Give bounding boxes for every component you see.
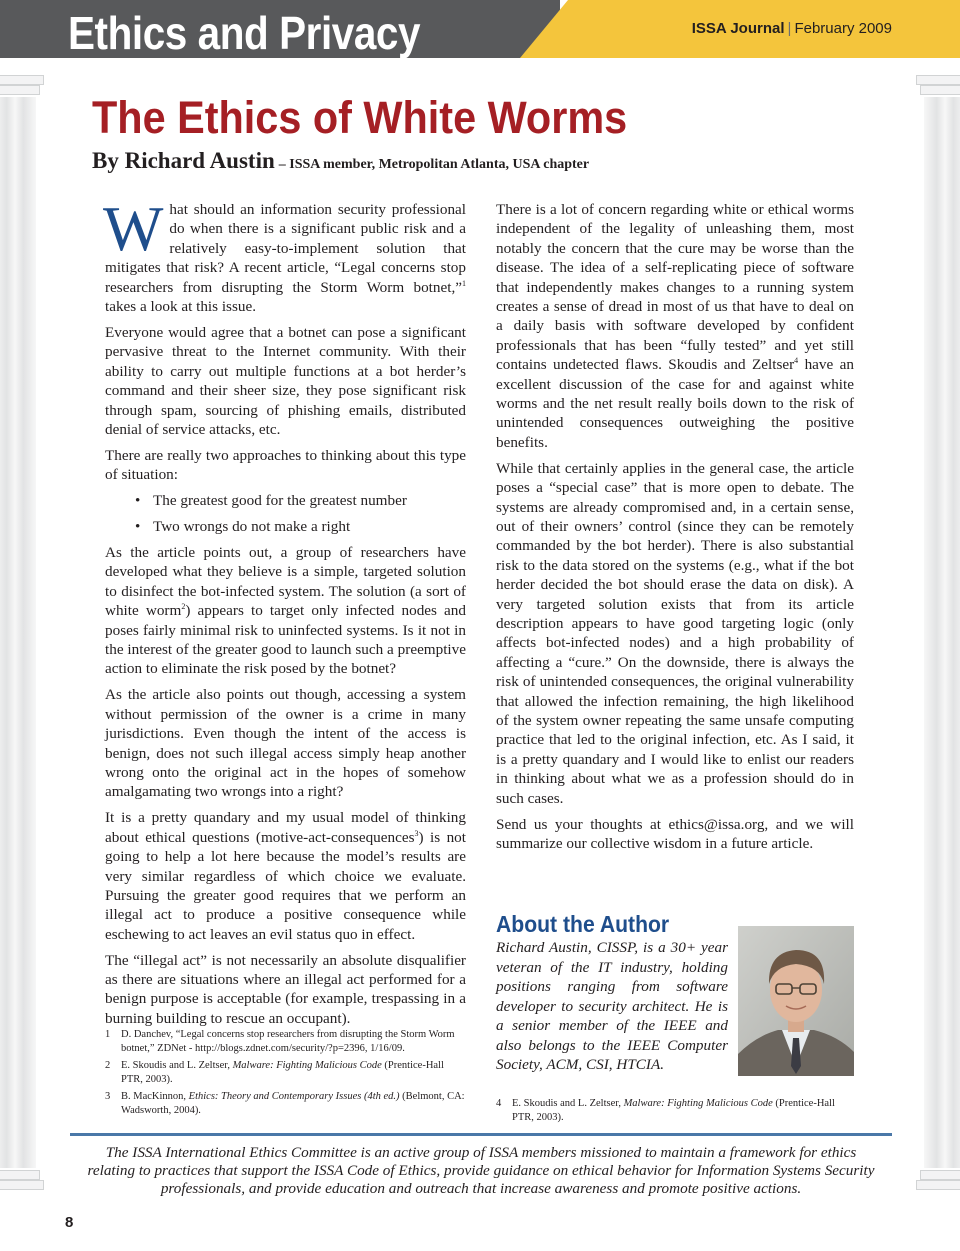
footnote-1: 1 D. Danchev, “Legal concerns stop researchers from disrupting the Storm Worm botnet,” ZDNet - http://blogs.zdnet.com/security/?p=2396, 1/16/09. <box>105 1029 455 1054</box>
paragraph-9: While that certainly applies in the general case, the article poses a “special case” that is more open to debate. The systems are already compromised and, in a certain sense, out of their owners’ control (since they can be remotely commanded by the bot herder). There is also substantial risk to the data stored on the systems (e.g., what if the bot herder decided the bot should erase the data on disk). A very targeted solution exists that from its article description appears to have good targeting logic (only affects bot-infected nodes) and a high probability of affecting a “cure.” On the downside, there is always the risk of unintended consequences, the original vulnerability that allowed the infection remaining, the high likelihood of the system owner repeating the same unsafe computing practice that led to the original infection, etc. As I said, it is a pretty quandary and I would like to enlist our readers in thinking about what we as a profession should do in such cases. <box>496 459 854 807</box>
author-name: By Richard Austin <box>92 148 275 173</box>
footer-rule <box>70 1133 892 1136</box>
paragraph-10: Send us your thoughts at ethics@issa.org, and we will summarize our collective wisdom in a future article. <box>496 815 854 852</box>
paragraph-5: As the article also points out though, accessing a system without permission of the owner is a crime in many jurisdictions. Even though the intent of the access is benign, does not such illegal access simply heap another wrong onto the original act in the hopes of somehow amalgamating two wrongs into a right? <box>105 686 466 801</box>
article-title: The Ethics of White Worms <box>92 92 628 143</box>
list-item: • The greatest good for the greatest number <box>153 491 466 510</box>
author-affiliation: – ISSA member, Metropolitan Atlanta, USA chapter <box>278 157 590 172</box>
page-number: 8 <box>65 1214 74 1231</box>
journal-name: ISSA Journal <box>691 20 785 37</box>
drop-cap: W <box>103 193 164 264</box>
footnote-3: 3 B. MacKinnon, Ethics: Theory and Contemporary Issues (4th ed.) (Belmont, CA: Wadsworth, 2004). <box>105 1091 465 1116</box>
journal-issue: February 2009 <box>794 20 892 37</box>
article-column-left <box>103 193 466 1035</box>
committee-note: The ISSA International Ethics Committee is an active group of ISSA members missioned to maintain a framework for ethics relating to practices that support the ISSA Code of Ethics, provide guidance on ethical behavior for Information Systems Security professionals, and provide education and outreach that increase awareness and promote positive actions. <box>87 1144 875 1197</box>
footnote-2: 2 E. Skoudis and L. Zeltser, Malware: Fighting Malicious Code (Prentice-Hall PTR, 2003). <box>105 1060 444 1085</box>
author-photo <box>738 926 854 1076</box>
paragraph-7: The “illegal act” is not necessarily an absolute disqualifier as there are situations where an illegal act performed for a benign purpose is acceptable (for example, trespassing in a burning building to rescue an occupant). <box>105 951 466 1027</box>
paragraph-4: As the article points out, a group of researchers have developed what they believe is a simple, targeted solution to disinfect the bot-infected system. The solution (a sort of white worm$^2$) appears to target only infected nodes and poses fairly minimal risk to uninfected systems. Is it not in the interest of the greater good to launch such a preemptive action to eliminate the risk posed by the botnet? <box>105 544 466 678</box>
footnote-ref-4: 4 <box>794 356 799 366</box>
byline <box>92 148 589 174</box>
paragraph-6: It is a pretty quandary and my usual model of thinking about ethical questions (motive-act-consequences$^3$) is not going to help a lot here because the model’s results are very similar regardless of which choice we evaluate. Pursuing the greater good requires that we perform an illegal act to produce a positive consequence while eschewing to act leaves an evil status quo in effect. <box>105 809 466 943</box>
journal-info <box>692 20 892 37</box>
paragraph-8: There is a lot of concern regarding white or ethical worms independent of the legality of unleashing them, most notably the concern that the cure may be worse than the disease. The idea of a self-replicating piece of software that independently makes changes to a running system creates a sense of dread in most of us that have to deal on a daily basis with software developed by confident professionals that has been “fully tested” and yet still contains undetected flaws. Skoudis and Zeltser$^4$ have an excellent discussion of the case for and against white worms and the net result really boils down to the risk of unintended consequences outweighing the positive benefits. <box>496 201 854 451</box>
section-title: Ethics and Privacy <box>68 7 421 59</box>
footnotes-left <box>105 1028 466 1121</box>
footnote-4: 4 E. Skoudis and L. Zeltser, Malware: Fighting Malicious Code (Prentice-Hall PTR, 2003). <box>496 1098 835 1123</box>
paragraph-1: What should an information security professional do when there is a significant public risk and a relatively easy-to-implement solution that mitigates that risk? A recent article, “Legal concerns stop researchers from disrupting the Storm Worm botnet,”$^1$ takes a look at this issue. <box>103 193 466 316</box>
about-author-text: Richard Austin, CISSP, is a 30+ year veteran of the IT industry, holding positions ranging from software developer to security architect. He is a senior member of the IEEE and also belongs to the IEEE Computer Society, ACM, CSI, HTCIA. <box>496 939 728 1073</box>
journal-separator: | <box>787 20 792 37</box>
approaches-list <box>105 491 466 536</box>
footnote-ref-3: 3 <box>414 828 419 838</box>
paragraph-3: There are really two approaches to thinking about this type of situation: <box>105 446 466 484</box>
paragraph-2: Everyone would agree that a botnet can pose a significant pervasive threat to the Internet community. With their ability to carry out multiple functions at a bot herder’s command and their sheer size, they pose significant risk through spam, sourcing of phishing emails, distributed denial of service attacks, etc. <box>105 323 466 438</box>
footnote-ref-1: 1 <box>462 278 466 288</box>
right-pillar-decoration <box>916 75 960 1190</box>
about-author-heading: About the Author <box>496 911 670 937</box>
left-pillar-decoration <box>0 75 44 1190</box>
list-item: • Two wrongs do not make a right <box>153 517 466 536</box>
article-column-right <box>496 200 854 860</box>
footnote-ref-2: 2 <box>181 602 186 612</box>
